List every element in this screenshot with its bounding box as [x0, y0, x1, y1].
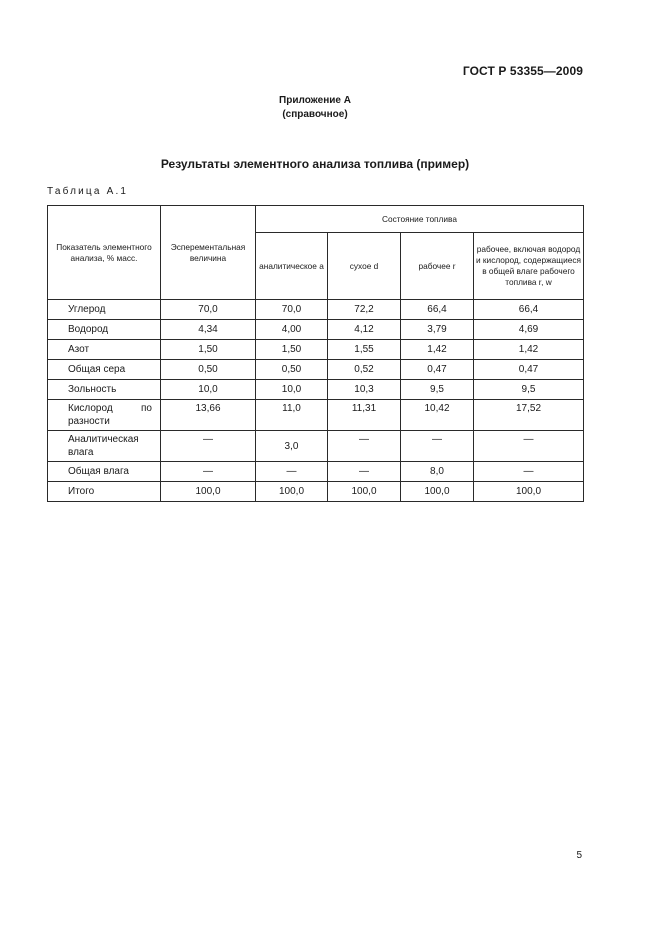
appendix-title: Приложение А [279, 95, 351, 106]
table-row [48, 320, 584, 340]
cell-value: 1,50 [256, 340, 328, 360]
cell-value: — [474, 462, 584, 482]
cell-value: — [401, 431, 474, 462]
cell-value: 11,31 [328, 400, 401, 431]
table-row [48, 482, 584, 502]
document-code: ГОСТ Р 53355—2009 [462, 64, 583, 78]
cell-value: 10,0 [256, 380, 328, 400]
cell-value: 0,50 [256, 360, 328, 380]
column-header-experimental: Эсперементальная величина [161, 206, 256, 300]
row-label: Азот [48, 340, 161, 360]
row-label: Зольность [48, 380, 161, 400]
cell-value: 1,50 [161, 340, 256, 360]
cell-value: 1,42 [401, 340, 474, 360]
cell-value: 3,0 [256, 431, 328, 462]
row-label: Водород [48, 320, 161, 340]
cell-value: 66,4 [474, 300, 584, 320]
cell-value: 1,42 [474, 340, 584, 360]
cell-value: 3,79 [401, 320, 474, 340]
cell-value: 4,12 [328, 320, 401, 340]
cell-value: 0,47 [474, 360, 584, 380]
cell-value: — [161, 431, 256, 462]
cell-value: 70,0 [161, 300, 256, 320]
cell-value: 1,55 [328, 340, 401, 360]
cell-value: 100,0 [474, 482, 584, 502]
cell-value: 4,00 [256, 320, 328, 340]
cell-value: 100,0 [256, 482, 328, 502]
column-header-analytical: аналитическое a [256, 233, 328, 300]
appendix-heading [0, 94, 630, 122]
table-row [48, 431, 584, 462]
cell-value: 10,0 [161, 380, 256, 400]
table-row [48, 380, 584, 400]
cell-value: — [474, 431, 584, 462]
row-label: Аналитическая влага [48, 431, 161, 462]
cell-value: — [161, 462, 256, 482]
cell-value: — [328, 431, 401, 462]
cell-value: 0,50 [161, 360, 256, 380]
cell-value: 9,5 [474, 380, 584, 400]
page-number: 5 [576, 850, 582, 861]
cell-value: 100,0 [161, 482, 256, 502]
cell-value: 13,66 [161, 400, 256, 431]
cell-value: — [256, 462, 328, 482]
table-row [48, 300, 584, 320]
column-header-dry: сухое d [328, 233, 401, 300]
cell-value: 4,34 [161, 320, 256, 340]
table-row [48, 400, 584, 431]
table-label: Таблица А.1 [47, 186, 129, 197]
cell-value: 17,52 [474, 400, 584, 431]
table-row [48, 462, 584, 482]
column-group-fuel-state: Состояние топлива [256, 206, 584, 233]
cell-value: 10,42 [401, 400, 474, 431]
cell-value: — [328, 462, 401, 482]
cell-value: 70,0 [256, 300, 328, 320]
row-label: Общая сера [48, 360, 161, 380]
row-label: Итого [48, 482, 161, 502]
cell-value: 9,5 [401, 380, 474, 400]
cell-value: 11,0 [256, 400, 328, 431]
cell-value: 0,47 [401, 360, 474, 380]
row-label: Углерод [48, 300, 161, 320]
cell-value: 100,0 [328, 482, 401, 502]
cell-value: 0,52 [328, 360, 401, 380]
results-table [47, 205, 584, 502]
cell-value: 4,69 [474, 320, 584, 340]
cell-value: 10,3 [328, 380, 401, 400]
cell-value: 66,4 [401, 300, 474, 320]
row-label: Кислород по разности [48, 400, 161, 431]
row-label: Общая влага [48, 462, 161, 482]
cell-value: 72,2 [328, 300, 401, 320]
cell-value: 100,0 [401, 482, 474, 502]
table-row [48, 340, 584, 360]
column-header-working-moisture: рабочее, включая водород и кислород, содержащиеся в общей влаге рабочего топлива r, w [474, 233, 584, 300]
column-header-indicator: Показатель элементного анализа, % масс. [48, 206, 161, 300]
section-title: Результаты элементного анализа топлива (пример) [160, 157, 470, 171]
appendix-subtitle: (справочное) [282, 109, 348, 120]
column-header-working: рабочее r [401, 233, 474, 300]
table-row [48, 360, 584, 380]
cell-value: 8,0 [401, 462, 474, 482]
